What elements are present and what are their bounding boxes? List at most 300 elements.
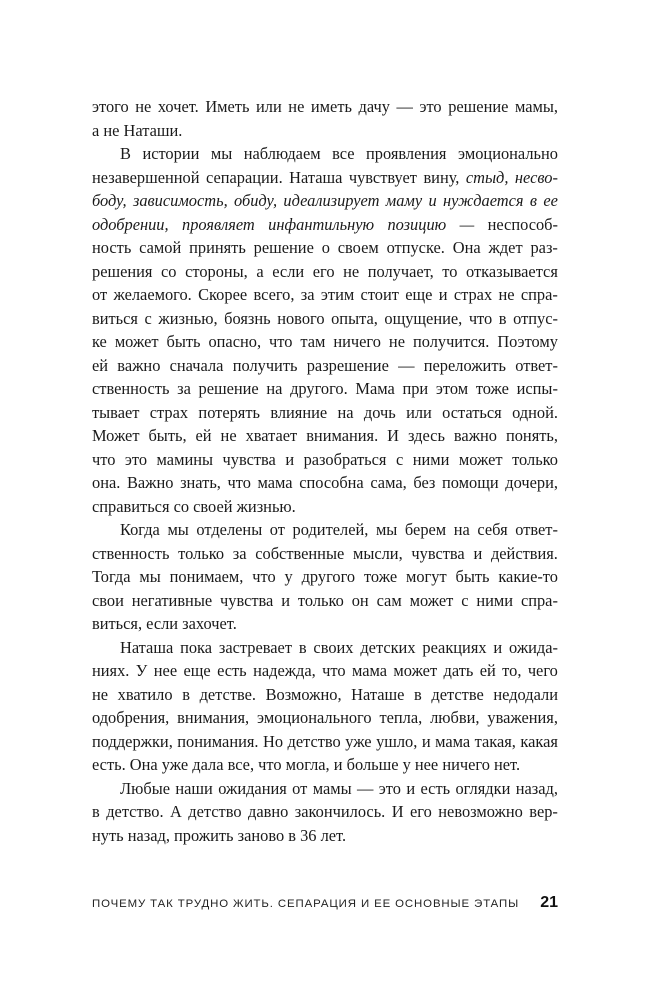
- word: помощи: [442, 473, 499, 492]
- word: детстве: [431, 684, 484, 704]
- word: боязнь: [224, 308, 271, 328]
- word: есть.: [92, 755, 126, 774]
- word: позицию: [387, 214, 447, 234]
- word: только: [297, 590, 344, 610]
- word: ничего: [442, 755, 490, 774]
- word: получить: [232, 355, 298, 375]
- word: может: [409, 590, 454, 610]
- word: еще: [405, 285, 433, 304]
- word: страх: [149, 402, 189, 422]
- word: уже: [161, 755, 189, 774]
- word: в: [414, 684, 422, 704]
- word: спра-: [520, 285, 558, 304]
- word: только: [512, 449, 558, 469]
- word: Любые: [120, 778, 170, 798]
- word: одной.: [512, 402, 558, 422]
- word: всего,: [253, 285, 295, 304]
- text-line: [92, 518, 558, 542]
- text-line: [92, 753, 558, 777]
- word: назад,: [127, 825, 170, 845]
- word: испы-: [516, 379, 558, 398]
- word: все: [332, 144, 355, 163]
- word: этого: [92, 97, 129, 116]
- word: инфантильную: [268, 214, 375, 234]
- text-line: [92, 377, 558, 401]
- word: внимания.: [306, 426, 379, 445]
- text-line: [92, 236, 558, 260]
- word: он: [351, 590, 369, 610]
- word: есть: [217, 661, 247, 680]
- word: ждет: [488, 238, 523, 257]
- word: и: [406, 778, 416, 798]
- word: опыта,: [331, 308, 378, 328]
- word: наблюдаем: [243, 144, 321, 163]
- word: и: [473, 543, 483, 563]
- word: пока: [180, 637, 213, 657]
- word: незавершенной: [92, 167, 200, 187]
- word: или: [406, 402, 432, 422]
- word: детство: [188, 802, 242, 821]
- word: решение: [448, 97, 509, 116]
- word: ними: [476, 590, 514, 610]
- word: оглядки: [455, 778, 511, 798]
- word: там: [300, 332, 326, 351]
- word: с: [395, 449, 404, 469]
- word: быть: [455, 567, 490, 586]
- word: на: [453, 520, 470, 539]
- word: одобрения,: [92, 708, 170, 727]
- word: страх: [453, 285, 493, 304]
- word: детстве.: [199, 684, 256, 704]
- word: мамы: [312, 778, 352, 798]
- page-number: 21: [540, 894, 558, 911]
- word: тоже: [363, 567, 398, 586]
- word: ниях.: [92, 661, 130, 680]
- word: за: [300, 285, 315, 304]
- word: и: [493, 637, 503, 657]
- word: важно: [117, 355, 161, 375]
- word: и: [438, 285, 448, 304]
- text-line: [92, 636, 558, 660]
- word: ответ-: [515, 355, 558, 375]
- word: закончилось.: [294, 802, 386, 821]
- word: отпуске.: [386, 238, 445, 257]
- word: если: [146, 614, 179, 633]
- word: все,: [227, 755, 255, 774]
- word: какие-то: [498, 567, 558, 586]
- word: ощущение,: [384, 308, 463, 328]
- word: нуть: [92, 825, 124, 845]
- word: спра-: [520, 590, 558, 610]
- word: быть,: [148, 426, 187, 445]
- word: желаемого.: [113, 285, 192, 304]
- word: мама: [351, 661, 388, 680]
- word: дачу: [358, 97, 390, 116]
- word: Может: [92, 426, 140, 445]
- word: какая: [520, 731, 558, 751]
- word: ожидания: [218, 778, 287, 798]
- word: это: [124, 449, 148, 469]
- word: детских: [360, 637, 416, 657]
- word: в: [529, 191, 537, 210]
- text-line: [92, 659, 558, 683]
- word: от: [92, 285, 108, 304]
- word: в: [298, 637, 307, 657]
- word: зависимость,: [132, 191, 228, 210]
- text-line: [92, 777, 558, 801]
- word: на: [266, 379, 283, 398]
- running-head: ПОЧЕМУ ТАК ТРУДНО ЖИТЬ. СЕПАРАЦИЯ И ЕЕ ОСНОВНЫЕ ЭТАПЫ: [92, 898, 520, 910]
- text-line: [92, 471, 558, 495]
- word: своих: [313, 637, 354, 657]
- word: хватило: [117, 684, 173, 704]
- word: что: [227, 473, 251, 492]
- word: нее: [153, 661, 178, 680]
- word: ее: [543, 191, 558, 210]
- word: вину,: [423, 167, 460, 187]
- word: мы: [139, 567, 161, 586]
- word: еще: [183, 661, 211, 680]
- word: неспособ-: [487, 214, 558, 234]
- word: разрешение: [306, 355, 389, 375]
- text-line: [92, 283, 558, 307]
- word: опасно,: [208, 332, 262, 351]
- text-line: [92, 683, 558, 707]
- word: Она: [452, 238, 481, 257]
- word: невозможно: [438, 802, 523, 821]
- word: действия.: [490, 543, 558, 563]
- word: мама: [435, 731, 471, 751]
- word: не: [343, 261, 360, 281]
- word: чувства: [220, 590, 274, 610]
- word: что: [252, 567, 276, 586]
- word: решение: [253, 238, 314, 257]
- word: негативные: [131, 590, 213, 610]
- word: детство.: [106, 802, 164, 821]
- text-line: [92, 189, 558, 213]
- word: поддержки,: [92, 731, 173, 751]
- word: или: [256, 97, 282, 116]
- word: —: [459, 214, 475, 234]
- word: И: [387, 426, 399, 445]
- word: может: [393, 661, 438, 680]
- word: решение: [198, 379, 259, 398]
- word: есть: [420, 778, 451, 798]
- word: не: [220, 426, 237, 445]
- word: Важно: [126, 473, 174, 492]
- word: реакциях: [422, 637, 487, 657]
- word: проявления: [366, 144, 447, 163]
- text-line: [92, 213, 558, 237]
- word: решения: [92, 261, 153, 281]
- word: мы: [167, 520, 189, 539]
- word: то: [442, 261, 458, 281]
- word: сама,: [370, 473, 407, 492]
- text-line: [92, 800, 558, 824]
- word: ответ-: [515, 520, 558, 539]
- word: ожида-: [509, 637, 558, 657]
- word: чего: [527, 661, 558, 680]
- word: наши: [175, 778, 213, 798]
- body-text: [92, 95, 558, 847]
- word: стоит: [360, 285, 399, 304]
- word: что: [92, 449, 116, 469]
- word: о: [321, 238, 330, 257]
- word: это: [419, 97, 442, 116]
- word: дочери,: [505, 473, 558, 492]
- word: ей: [479, 661, 496, 680]
- word: получает,: [367, 261, 434, 281]
- word: несво-: [514, 167, 558, 187]
- word: сам: [376, 590, 402, 610]
- word: дочь: [363, 402, 396, 422]
- word: проявляет: [182, 214, 255, 234]
- word: потерять: [198, 402, 260, 422]
- text-line: [92, 824, 558, 848]
- word: Возможно,: [265, 684, 342, 704]
- word: с: [144, 308, 152, 328]
- word: отпус-: [513, 308, 558, 328]
- word: заново: [237, 825, 285, 845]
- text-line: [92, 730, 558, 754]
- word: не: [135, 97, 152, 116]
- word: виться: [92, 308, 138, 328]
- word: себя: [477, 520, 508, 539]
- word: дала: [192, 755, 224, 774]
- word: ей: [195, 426, 212, 445]
- word: эмоционального: [257, 708, 372, 727]
- word: маму: [385, 191, 423, 210]
- word: этом: [435, 379, 469, 398]
- word: одобрении,: [92, 214, 169, 234]
- word: и: [285, 449, 295, 469]
- word: мама: [257, 473, 293, 492]
- word: мы: [375, 520, 398, 539]
- word: в: [92, 802, 100, 821]
- word: У: [135, 661, 148, 680]
- text-line: [92, 142, 558, 166]
- word: отделены: [196, 520, 263, 539]
- word: ке: [92, 332, 107, 351]
- word: Наташа: [120, 637, 174, 657]
- word: мамы,: [514, 97, 558, 116]
- word: от: [292, 778, 308, 798]
- text-line: [92, 260, 558, 284]
- word: виться,: [92, 614, 143, 633]
- word: сепарации.: [205, 167, 283, 187]
- word: не: [103, 120, 120, 140]
- word: что: [322, 661, 346, 680]
- word: могла,: [285, 755, 330, 774]
- word: здесь: [407, 426, 445, 445]
- word: что: [269, 332, 293, 351]
- word: в: [182, 684, 190, 704]
- word: Наташа: [289, 167, 343, 187]
- word: и: [421, 731, 431, 751]
- word: жизнью,: [158, 308, 218, 328]
- word: внимания,: [177, 708, 250, 727]
- word: то,: [502, 661, 522, 680]
- word: при: [402, 379, 429, 398]
- word: понять,: [505, 426, 558, 445]
- word: такая,: [474, 731, 516, 751]
- word: вер-: [529, 802, 558, 821]
- word: эмоционально: [457, 144, 558, 163]
- word: в: [498, 308, 507, 328]
- word: берем: [404, 520, 447, 539]
- word: родителей,: [292, 520, 369, 539]
- word: не: [288, 97, 305, 116]
- word: А: [170, 802, 182, 821]
- word: Мама: [355, 379, 395, 398]
- word: может: [114, 332, 159, 351]
- word: лет.: [320, 825, 347, 845]
- word: давно: [248, 802, 289, 821]
- word: надежда,: [253, 661, 316, 680]
- word: тоже: [475, 379, 509, 398]
- word: Поэтому: [497, 332, 558, 351]
- text-line: [92, 401, 558, 425]
- word: со: [161, 261, 177, 281]
- word: понимаем,: [169, 567, 244, 586]
- text-line: [92, 448, 558, 472]
- word: иметь: [310, 97, 352, 116]
- word: —: [357, 778, 374, 798]
- word: за: [177, 379, 191, 398]
- word: В: [120, 144, 131, 163]
- word: принять: [189, 238, 246, 257]
- word: Наташи.: [123, 120, 183, 140]
- text-line: [92, 589, 558, 613]
- word: жизнью.: [236, 496, 296, 516]
- word: что: [468, 308, 493, 328]
- word: нет.: [493, 755, 521, 774]
- word: И: [391, 802, 404, 821]
- word: —: [398, 355, 415, 375]
- word: тепла,: [379, 708, 423, 727]
- word: другого: [301, 567, 356, 586]
- word: с: [461, 590, 469, 610]
- word: прожить: [174, 825, 234, 845]
- word: и: [333, 755, 343, 774]
- word: ними: [412, 449, 450, 469]
- word: стыд,: [465, 167, 509, 187]
- word: у: [402, 755, 411, 774]
- word: —: [396, 97, 413, 116]
- word: больше: [346, 755, 399, 774]
- word: мысли,: [352, 543, 403, 563]
- word: 36: [300, 825, 317, 845]
- word: за: [232, 543, 247, 563]
- word: его: [312, 261, 335, 281]
- text-line: [92, 119, 558, 143]
- word: стороны,: [185, 261, 248, 281]
- word: только: [178, 543, 225, 563]
- word: быть: [166, 332, 201, 351]
- word: от: [269, 520, 285, 539]
- word: если: [272, 261, 305, 281]
- word: захочет.: [182, 614, 237, 633]
- text-line: [92, 495, 558, 519]
- word: самой: [139, 238, 182, 257]
- word: дать: [443, 661, 474, 680]
- word: чувства: [411, 543, 465, 563]
- word: может: [458, 449, 503, 469]
- word: а: [92, 120, 100, 140]
- word: без: [413, 473, 436, 492]
- text-line: [92, 565, 558, 589]
- word: ственность: [92, 543, 170, 563]
- word: Она: [129, 755, 158, 774]
- word: нуждается: [443, 191, 524, 210]
- word: застревает: [218, 637, 292, 657]
- word: что: [258, 755, 282, 774]
- text-line: [92, 706, 558, 730]
- word: Наташе: [351, 684, 405, 704]
- word: она.: [92, 473, 121, 492]
- word: нее: [414, 755, 439, 774]
- word: в: [288, 825, 297, 845]
- word: уже: [345, 731, 372, 751]
- word: своем: [337, 238, 379, 257]
- page-footer: [92, 894, 558, 912]
- word: получится.: [412, 332, 490, 351]
- word: боду,: [92, 191, 127, 210]
- word: свои: [92, 590, 124, 610]
- word: мамины: [156, 449, 214, 469]
- word: остаться: [442, 402, 502, 422]
- text-line: [92, 612, 558, 636]
- word: назад,: [515, 778, 558, 798]
- word: мы: [210, 144, 233, 163]
- word: этим: [320, 285, 355, 304]
- word: ность: [92, 238, 132, 257]
- word: другого.: [290, 379, 348, 398]
- word: отказывается: [466, 261, 558, 281]
- word: Но: [262, 731, 284, 751]
- word: на: [337, 402, 354, 422]
- word: со: [173, 496, 190, 516]
- word: тывает: [92, 402, 140, 422]
- word: и: [428, 191, 437, 210]
- word: влияние: [270, 402, 328, 422]
- word: не: [92, 684, 109, 704]
- word: важно: [453, 426, 497, 445]
- word: уважения,: [487, 708, 558, 727]
- word: собственные: [255, 543, 345, 563]
- word: а: [256, 261, 264, 281]
- word: чувствует: [348, 167, 417, 187]
- word: чувства: [222, 449, 276, 469]
- word: хватает: [245, 426, 298, 445]
- text-line: [92, 95, 558, 119]
- word: нового: [277, 308, 325, 328]
- word: истории: [142, 144, 200, 163]
- word: ничего: [333, 332, 381, 351]
- word: у: [284, 567, 293, 586]
- text-line: [92, 424, 558, 448]
- word: ушло,: [376, 731, 418, 751]
- word: не: [498, 285, 515, 304]
- word: ей: [92, 355, 109, 375]
- word: хочет.: [157, 97, 199, 116]
- word: разобраться: [303, 449, 387, 469]
- word: ственность: [92, 379, 170, 398]
- word: понимания.: [177, 731, 259, 751]
- word: недодали: [493, 684, 558, 704]
- word: Иметь: [205, 97, 250, 116]
- word: любви,: [430, 708, 480, 727]
